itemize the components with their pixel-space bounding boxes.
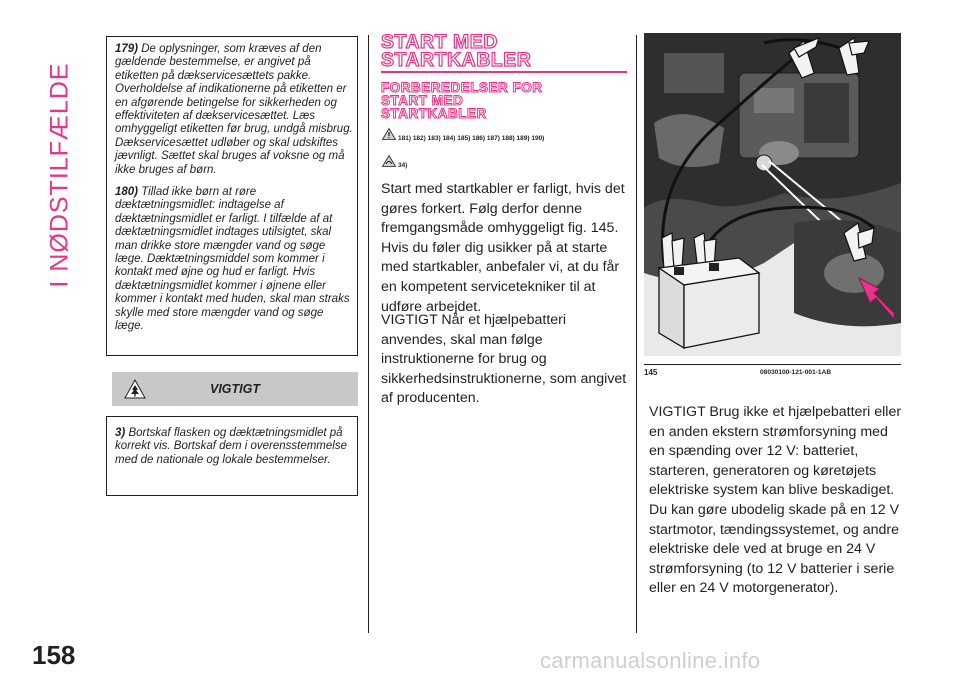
page-number: 158 bbox=[32, 640, 76, 670]
column-divider-2 bbox=[636, 35, 637, 633]
warning-references: 181) 182) 183) 184) 185) 186) 187) 188) 189) 190) bbox=[398, 135, 545, 142]
watermark: carmanualsonline.info bbox=[540, 648, 761, 673]
heading-line: START MED bbox=[381, 93, 464, 108]
section-heading bbox=[381, 33, 531, 69]
chapter-side-title bbox=[40, 30, 80, 320]
warning-triangle-icon bbox=[382, 128, 396, 140]
figure-number: 145 bbox=[644, 368, 658, 377]
note-number: 179) bbox=[115, 43, 139, 55]
subsection-heading bbox=[381, 81, 543, 120]
paragraph-booster-battery: VIGTIGT Når et hjælpebatteri anvendes, skal man følge instruktionerne for brug og sikkerhedsinstruktionerne, som angivet af producenten. bbox=[381, 312, 627, 407]
warning-header bbox=[112, 372, 358, 406]
note-179 bbox=[115, 43, 353, 177]
caution-triangle-icon bbox=[382, 155, 396, 167]
figure-caption-rule bbox=[644, 364, 901, 365]
heading-rule bbox=[381, 71, 627, 73]
heading-line: START MED bbox=[381, 31, 498, 53]
engine-bay-illustration bbox=[644, 33, 901, 356]
warning-number: 3) bbox=[115, 427, 126, 439]
paragraph-intro: Start med startkabler er farligt, hvis det gøres forkert. Følg derfor denne fremgangsmåde omhyggeligt fig. 145. Hvis du føler dig usikker på at starte med startkabler, anbefaler vi, at du får en kompetent servicetekniker til at udføre arbejdet. bbox=[381, 181, 625, 315]
note-text: De oplysninger, som kræves af den gældende bestemmelse, er angivet på etiketten på dækservicesættets pakke. Overholdelse af indikationerne på etiketten er en afgørende betingelse for sikkerheden og effektiviteten af dækservicesættet. Læs omhyggeligt etiketten før brug, undgå misbrug. Dækservicesættet udløber og skal udskiftes jævnligt. Sættet skal bruges af voksne og må ikke bruges af børn. bbox=[115, 43, 353, 176]
heading-line: FORBEREDELSER FOR bbox=[381, 80, 543, 95]
figure-code: 08030100-121-001-1AB bbox=[760, 369, 832, 376]
caution-references: 34) bbox=[398, 162, 408, 169]
note-180 bbox=[115, 186, 353, 333]
note-text: Tillad ikke børn at røre dæktætningsmidlet: indtagelse af dæktætningsmidlet er farligt. I tilfælde af at dæktætningsmidlet indtages utilsigtet, skal man drikke store mængder vand og søge læge. Dæktætningsmiddel som kommer i kontakt med øjne og hud er farligt. Hvis dæktætningsmidlet kommer i øjnene eller kommer i kontakt med huden, skal man straks skylle med store mængder vand og søge læge. bbox=[115, 186, 350, 333]
warning-label: VIGTIGT bbox=[210, 382, 260, 396]
paragraph-voltage-warning: VIGTIGT Brug ikke et hjælpebatteri eller en anden ekstern strømforsyning med en spænding over 12 V: batteriet, starteren, generatoren og køretøjets elektriske system kan blive beskadiget. Du kan gøre ubodelig skade på en 12 V startmotor, tændingssystemet, og andre elektriske dele ved at bruge en 24 V strømforsyning (to 12 V batterier i serie eller en 24 V motorgenerator). bbox=[649, 404, 902, 597]
jump-start-figure bbox=[644, 33, 901, 356]
warning-text: Bortskaf flasken og dæktætningsmidlet på korrekt vis. Bortskaf dem i overensstemmelse med de nationale og lokale bestemmelser. bbox=[115, 427, 347, 466]
column-divider-1 bbox=[368, 35, 369, 633]
note-number: 180) bbox=[115, 186, 139, 198]
heading-line: STARTKABLER bbox=[381, 106, 487, 121]
chapter-title-text: I NØDSTILFÆLDE bbox=[45, 62, 74, 288]
heading-line: STARTKABLER bbox=[381, 49, 532, 71]
warning-note bbox=[115, 427, 351, 467]
